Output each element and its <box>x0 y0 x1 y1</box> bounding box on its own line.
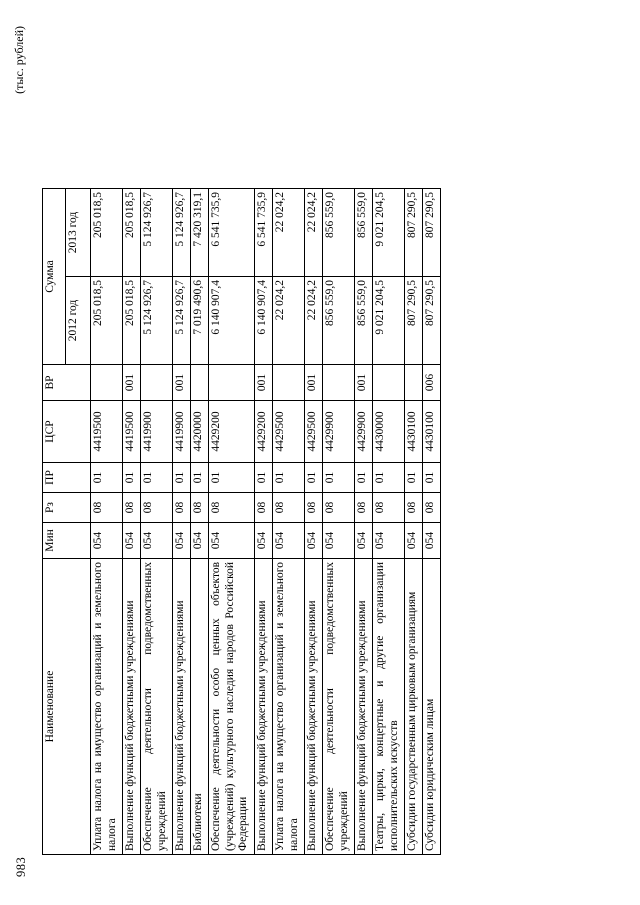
cell-vr: 006 <box>423 365 441 401</box>
cell-pr: 01 <box>423 463 441 493</box>
table-row <box>173 189 191 855</box>
cell-vr: 001 <box>123 365 141 401</box>
cell-vr: 001 <box>305 365 323 401</box>
cell-amount-2013: 807 290,5 <box>423 189 441 277</box>
cell-csr: 4419500 <box>91 401 123 463</box>
cell-amount-2012: 5 124 926,7 <box>173 277 191 365</box>
cell-amount-2012: 856 559,0 <box>355 277 373 365</box>
cell-amount-2012: 22 024,2 <box>273 277 305 365</box>
cell-vr <box>209 365 255 401</box>
cell-amount-2013: 22 024,2 <box>273 189 305 277</box>
cell-csr: 4429200 <box>255 401 273 463</box>
cell-csr: 4419900 <box>173 401 191 463</box>
cell-amount-2013: 205 018,5 <box>123 189 141 277</box>
cell-min: 054 <box>141 523 173 559</box>
cell-csr: 4429200 <box>209 401 255 463</box>
cell-min: 054 <box>173 523 191 559</box>
cell-csr: 4419500 <box>123 401 141 463</box>
cell-min: 054 <box>423 523 441 559</box>
cell-amount-2013: 856 559,0 <box>355 189 373 277</box>
cell-rz: 08 <box>355 493 373 523</box>
cell-min: 054 <box>209 523 255 559</box>
cell-amount-2012: 22 024,2 <box>305 277 323 365</box>
column-header-vr: ВР <box>43 365 91 401</box>
cell-amount-2012: 807 290,5 <box>405 277 423 365</box>
column-header-min: Мин <box>43 523 91 559</box>
cell-rz: 08 <box>141 493 173 523</box>
cell-amount-2013: 205 018,5 <box>91 189 123 277</box>
cell-name: Обеспечение деятельности подведомственных учреждений <box>141 559 173 855</box>
cell-vr: 001 <box>255 365 273 401</box>
cell-rz: 08 <box>91 493 123 523</box>
cell-amount-2012: 6 140 907,4 <box>255 277 273 365</box>
cell-name: Уплата налога на имущество организаций и земельного налога <box>273 559 305 855</box>
page-number: 983 <box>14 856 28 877</box>
cell-min: 054 <box>255 523 273 559</box>
cell-rz: 08 <box>305 493 323 523</box>
cell-rz: 08 <box>323 493 355 523</box>
cell-rz: 08 <box>209 493 255 523</box>
table-row <box>423 189 441 855</box>
cell-rz: 08 <box>191 493 209 523</box>
cell-min: 054 <box>405 523 423 559</box>
cell-min: 054 <box>123 523 141 559</box>
cell-amount-2012: 856 559,0 <box>323 277 355 365</box>
table-row <box>305 189 323 855</box>
cell-amount-2013: 6 541 735,9 <box>209 189 255 277</box>
table-row <box>191 189 209 855</box>
cell-rz: 08 <box>273 493 305 523</box>
cell-rz: 08 <box>373 493 405 523</box>
cell-vr <box>91 365 123 401</box>
cell-pr: 01 <box>405 463 423 493</box>
budget-table <box>42 188 441 855</box>
cell-amount-2012: 5 124 926,7 <box>141 277 173 365</box>
cell-amount-2013: 5 124 926,7 <box>173 189 191 277</box>
cell-csr: 4429900 <box>323 401 355 463</box>
column-header-year-2012: 2012 год <box>66 277 91 365</box>
cell-amount-2013: 807 290,5 <box>405 189 423 277</box>
cell-vr <box>405 365 423 401</box>
table-row <box>405 189 423 855</box>
cell-csr: 4430100 <box>423 401 441 463</box>
table-header <box>43 189 91 855</box>
cell-pr: 01 <box>91 463 123 493</box>
cell-min: 054 <box>273 523 305 559</box>
cell-name: Субсидии юридическим лицам <box>423 559 441 855</box>
column-header-sum: Сумма <box>43 189 66 365</box>
cell-csr: 4429900 <box>355 401 373 463</box>
cell-name: Выполнение функций бюджетными учреждениями <box>305 559 323 855</box>
table-row <box>373 189 405 855</box>
cell-rz: 08 <box>123 493 141 523</box>
cell-name: Субсидии государственным цирковым организациям <box>405 559 423 855</box>
cell-name: Выполнение функций бюджетными учреждениями <box>173 559 191 855</box>
cell-pr: 01 <box>173 463 191 493</box>
cell-csr: 4429500 <box>273 401 305 463</box>
table-row <box>91 189 123 855</box>
cell-name: Выполнение функций бюджетными учреждениями <box>355 559 373 855</box>
units-note: (тыс. рублей) <box>12 26 26 94</box>
cell-pr: 01 <box>273 463 305 493</box>
cell-vr <box>373 365 405 401</box>
cell-pr: 01 <box>123 463 141 493</box>
cell-amount-2012: 205 018,5 <box>91 277 123 365</box>
cell-rz: 08 <box>173 493 191 523</box>
cell-min: 054 <box>305 523 323 559</box>
cell-pr: 01 <box>305 463 323 493</box>
column-header-rz: Рз <box>43 493 91 523</box>
cell-rz: 08 <box>255 493 273 523</box>
cell-pr: 01 <box>323 463 355 493</box>
cell-name: Театры, цирки, концертные и другие организации исполнительских искусств <box>373 559 405 855</box>
table-row <box>141 189 173 855</box>
cell-amount-2012: 9 021 204,5 <box>373 277 405 365</box>
cell-csr: 4430100 <box>405 401 423 463</box>
column-header-csr: ЦСР <box>43 401 91 463</box>
cell-pr: 01 <box>355 463 373 493</box>
cell-amount-2012: 6 140 907,4 <box>209 277 255 365</box>
cell-amount-2013: 6 541 735,9 <box>255 189 273 277</box>
cell-vr <box>191 365 209 401</box>
cell-amount-2013: 856 559,0 <box>323 189 355 277</box>
cell-rz: 08 <box>423 493 441 523</box>
column-header-year-2013: 2013 год <box>66 189 91 277</box>
cell-name: Выполнение функций бюджетными учреждениями <box>123 559 141 855</box>
cell-vr: 001 <box>355 365 373 401</box>
cell-csr: 4430000 <box>373 401 405 463</box>
cell-amount-2012: 7 019 490,6 <box>191 277 209 365</box>
cell-vr <box>273 365 305 401</box>
cell-rz: 08 <box>405 493 423 523</box>
cell-csr: 4429500 <box>305 401 323 463</box>
cell-vr <box>141 365 173 401</box>
cell-name: Обеспечение деятельности особо ценных объектов (учреждений) культурного наследия народов Российской Федерации <box>209 559 255 855</box>
table-body <box>91 189 441 855</box>
table-row <box>323 189 355 855</box>
cell-name: Библиотеки <box>191 559 209 855</box>
cell-amount-2013: 7 420 319,1 <box>191 189 209 277</box>
cell-amount-2013: 5 124 926,7 <box>141 189 173 277</box>
cell-csr: 4419900 <box>141 401 173 463</box>
cell-vr <box>323 365 355 401</box>
column-header-name: Наименование <box>43 559 91 855</box>
cell-pr: 01 <box>141 463 173 493</box>
cell-amount-2013: 22 024,2 <box>305 189 323 277</box>
table-row <box>273 189 305 855</box>
column-header-pr: ПР <box>43 463 91 493</box>
cell-name: Обеспечение деятельности подведомственных учреждений <box>323 559 355 855</box>
cell-pr: 01 <box>191 463 209 493</box>
cell-pr: 01 <box>209 463 255 493</box>
table-row <box>355 189 373 855</box>
cell-min: 054 <box>323 523 355 559</box>
cell-amount-2013: 9 021 204,5 <box>373 189 405 277</box>
table-row <box>209 189 255 855</box>
cell-name: Уплата налога на имущество организаций и земельного налога <box>91 559 123 855</box>
cell-vr: 001 <box>173 365 191 401</box>
cell-amount-2012: 807 290,5 <box>423 277 441 365</box>
cell-csr: 4420000 <box>191 401 209 463</box>
cell-min: 054 <box>91 523 123 559</box>
cell-name: Выполнение функций бюджетными учреждениями <box>255 559 273 855</box>
table-row <box>255 189 273 855</box>
cell-pr: 01 <box>255 463 273 493</box>
cell-min: 054 <box>191 523 209 559</box>
cell-min: 054 <box>373 523 405 559</box>
table-row <box>123 189 141 855</box>
cell-pr: 01 <box>373 463 405 493</box>
cell-amount-2012: 205 018,5 <box>123 277 141 365</box>
cell-min: 054 <box>355 523 373 559</box>
